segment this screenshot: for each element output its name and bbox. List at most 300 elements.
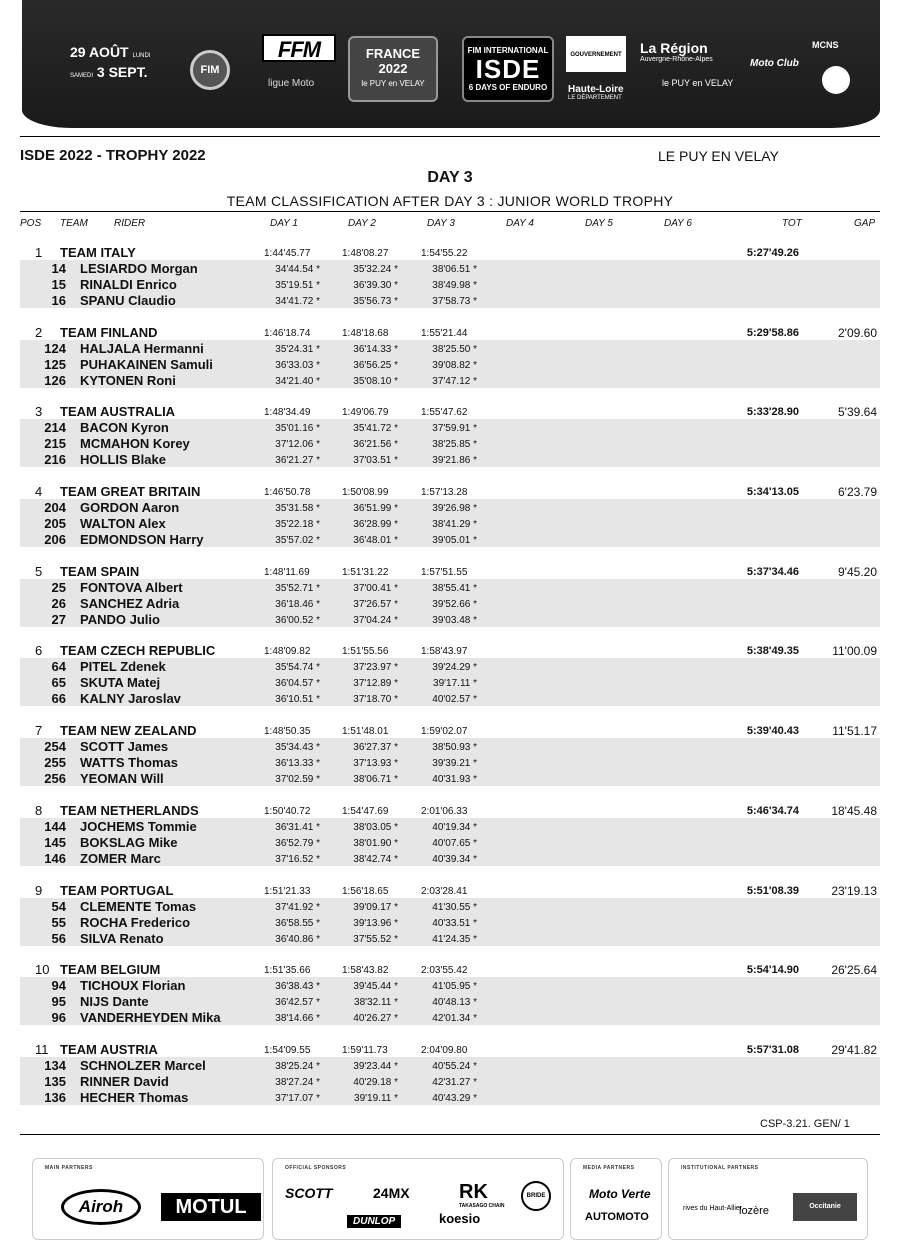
rider-day3-time: 38'49.98 * bbox=[432, 280, 477, 291]
rider-day1-time: 36'33.03 * bbox=[275, 359, 320, 371]
rider-number: 65 bbox=[51, 675, 66, 691]
team-day2-time: 1:51'55.56 bbox=[342, 646, 389, 658]
rider-row bbox=[20, 1073, 880, 1089]
rider-row bbox=[20, 914, 880, 930]
rider-day3-time: 39'24.29 * bbox=[432, 662, 477, 674]
rider-day1-time: 35'57.02 * bbox=[275, 535, 320, 547]
dunlop-logo: DUNLOP bbox=[347, 1215, 401, 1228]
region-name: La Région bbox=[640, 40, 708, 56]
rider-day3-time: 39'05.01 * bbox=[432, 535, 477, 547]
isde-top: FIM INTERNATIONAL bbox=[467, 46, 549, 55]
rider-row bbox=[20, 690, 880, 706]
team-block bbox=[20, 1041, 880, 1121]
rider-day2-time: 36'14.33 * bbox=[353, 343, 398, 355]
rider-row bbox=[20, 977, 880, 993]
team-gap: 26'25.64 bbox=[831, 963, 877, 978]
team-total-time: 5:39'40.43 bbox=[746, 725, 799, 738]
event-title: ISDE 2022 - TROPHY 2022 bbox=[20, 147, 206, 164]
rider-day1-time: 37'12.06 * bbox=[275, 439, 320, 451]
rider-name: KYTONEN Roni bbox=[80, 372, 176, 388]
rider-day2-time: 36'27.37 * bbox=[353, 742, 398, 754]
rider-day3-time: 39'03.48 * bbox=[432, 614, 477, 626]
rider-day2-time: 36'51.99 * bbox=[353, 503, 398, 515]
rider-number: 54 bbox=[51, 898, 66, 914]
team-day2-time: 1:48'18.68 bbox=[342, 327, 389, 339]
team-day2-time: 1:56'18.65 bbox=[342, 885, 389, 897]
haute-loire-sub: LE DÉPARTEMENT bbox=[568, 95, 622, 101]
team-day3-time: 2:03'55.42 bbox=[421, 965, 468, 977]
rider-day1-time: 35'54.74 * bbox=[275, 662, 320, 674]
rider-row bbox=[20, 850, 880, 866]
rider-row bbox=[20, 738, 880, 754]
gouvernement-logo: GOUVERNEMENT bbox=[566, 36, 626, 72]
rider-day1-time: 36'42.57 * bbox=[275, 997, 320, 1009]
rider-number: 14 bbox=[51, 261, 66, 276]
rider-row bbox=[20, 818, 880, 834]
rider-day2-time: 37'26.57 * bbox=[353, 598, 398, 610]
team-gap: 18'45.48 bbox=[831, 803, 877, 818]
team-day2-time: 1:49'06.79 bbox=[342, 407, 389, 419]
rider-name: MCMAHON Korey bbox=[80, 436, 190, 452]
document-code: CSP-3.21. GEN/ 1 bbox=[760, 1118, 850, 1130]
rider-day2-time: 36'56.25 * bbox=[353, 359, 398, 371]
rider-row bbox=[20, 499, 880, 515]
rider-day2-time: 37'00.41 * bbox=[353, 582, 398, 594]
institutional-partners-label: INSTITUTIONAL PARTNERS bbox=[681, 1165, 759, 1171]
rider-name: HECHER Thomas bbox=[80, 1089, 189, 1105]
rider-name: NIJS Dante bbox=[80, 994, 149, 1010]
rider-row bbox=[20, 419, 880, 435]
col-day3: DAY 3 bbox=[427, 218, 455, 229]
rider-row bbox=[20, 658, 880, 674]
team-block bbox=[20, 403, 880, 483]
isde-sub: 6 DAYS OF ENDURO bbox=[468, 83, 548, 92]
divider-bottom bbox=[20, 1134, 880, 1135]
team-name: TEAM SPAIN bbox=[60, 563, 140, 579]
isde-main: ISDE bbox=[475, 54, 541, 84]
rider-day3-time: 42'01.34 * bbox=[432, 1013, 477, 1025]
rider-number: 144 bbox=[44, 818, 66, 834]
divider-top bbox=[20, 136, 880, 137]
rider-row bbox=[20, 372, 880, 388]
team-gap: 5'39.64 bbox=[838, 405, 877, 420]
team-gap: 9'45.20 bbox=[838, 564, 877, 579]
team-day2-time: 1:51'31.22 bbox=[342, 566, 389, 578]
team-total-time: 5:46'34.74 bbox=[746, 804, 799, 817]
rider-number: 15 bbox=[51, 277, 66, 292]
rider-day3-time: 38'41.29 * bbox=[432, 519, 477, 531]
rider-name: CLEMENTE Tomas bbox=[80, 898, 197, 914]
rider-day3-time: 38'06.51 * bbox=[432, 264, 477, 275]
team-day1-time: 1:48'50.35 bbox=[264, 726, 311, 738]
rider-name: RINALDI Enrico bbox=[80, 277, 177, 292]
rider-day1-time: 37'41.92 * bbox=[275, 901, 320, 913]
rider-row bbox=[20, 930, 880, 946]
team-day2-time: 1:48'08.27 bbox=[342, 248, 389, 259]
institutional-partners-box bbox=[668, 1158, 868, 1240]
rider-day2-time: 39'45.44 * bbox=[353, 981, 398, 993]
main-partners-label: MAIN PARTNERS bbox=[45, 1165, 93, 1171]
rider-day3-time: 37'47.12 * bbox=[432, 375, 477, 387]
col-day1: DAY 1 bbox=[270, 218, 298, 229]
rk-sub-logo: TAKASAGO CHAIN bbox=[459, 1203, 505, 1209]
rider-name: SANCHEZ Adria bbox=[80, 595, 180, 611]
rider-day1-time: 34'44.54 * bbox=[275, 264, 320, 275]
team-name: TEAM ITALY bbox=[60, 245, 136, 260]
team-block bbox=[20, 722, 880, 802]
rider-day3-time: 38'25.85 * bbox=[432, 439, 477, 451]
team-day2-time: 1:59'11.73 bbox=[342, 1044, 388, 1056]
rider-day1-time: 34'21.40 * bbox=[275, 375, 320, 387]
rider-day2-time: 38'01.90 * bbox=[353, 837, 398, 849]
team-name: TEAM BELGIUM bbox=[60, 962, 161, 978]
team-gap: 11'00.09 bbox=[832, 644, 877, 659]
col-day6: DAY 6 bbox=[664, 218, 692, 229]
team-row bbox=[20, 961, 880, 977]
rider-name: SCHNOLZER Marcel bbox=[80, 1057, 206, 1073]
rider-day2-time: 38'32.11 * bbox=[354, 997, 398, 1009]
team-position: 3 bbox=[35, 404, 43, 420]
team-block bbox=[20, 882, 880, 962]
rider-day2-time: 35'56.73 * bbox=[353, 296, 398, 307]
rider-number: 134 bbox=[44, 1057, 66, 1073]
team-day1-time: 1:50'40.72 bbox=[264, 805, 311, 817]
team-position: 2 bbox=[35, 324, 43, 340]
venue: LE PUY EN VELAY bbox=[658, 148, 779, 164]
rider-number: 94 bbox=[51, 978, 66, 994]
team-block bbox=[20, 324, 880, 404]
team-gap: 29'41.82 bbox=[831, 1042, 877, 1057]
rider-day2-time: 40'29.18 * bbox=[353, 1076, 398, 1088]
rider-day2-time: 37'55.52 * bbox=[353, 933, 398, 945]
rider-number: 215 bbox=[44, 436, 66, 452]
classification-title: TEAM CLASSIFICATION AFTER DAY 3 : JUNIOR WORLD TROPHY bbox=[226, 193, 674, 209]
rider-name: TICHOUX Florian bbox=[80, 978, 186, 994]
region-logo bbox=[640, 40, 713, 63]
rider-row bbox=[20, 993, 880, 1009]
mcns-logo: MCNS bbox=[812, 40, 839, 50]
rider-day3-time: 39'17.11 * bbox=[433, 678, 477, 690]
team-total-time: 5:57'31.08 bbox=[746, 1043, 799, 1056]
rider-row bbox=[20, 451, 880, 467]
rider-row bbox=[20, 770, 880, 786]
rider-day2-time: 38'03.05 * bbox=[353, 821, 398, 833]
rider-day1-time: 36'58.55 * bbox=[275, 917, 320, 929]
rider-number: 146 bbox=[44, 850, 66, 866]
rider-day1-time: 38'14.66 * bbox=[275, 1013, 320, 1025]
team-name: TEAM NETHERLANDS bbox=[60, 802, 199, 818]
rider-number: 66 bbox=[51, 691, 66, 707]
rider-day2-time: 40'26.27 * bbox=[353, 1013, 398, 1025]
date-start: 29 AOÛT bbox=[70, 44, 129, 60]
team-day3-time: 2:03'28.41 bbox=[421, 885, 468, 897]
rider-number: 136 bbox=[44, 1089, 66, 1105]
rider-number: 64 bbox=[51, 659, 66, 675]
rider-number: 56 bbox=[51, 930, 66, 946]
rider-day3-time: 40'43.29 * bbox=[432, 1092, 477, 1104]
rider-name: BOKSLAG Mike bbox=[80, 834, 178, 850]
rider-day2-time: 37'12.89 * bbox=[353, 678, 398, 690]
col-day4: DAY 4 bbox=[506, 218, 534, 229]
rider-number: 145 bbox=[44, 834, 66, 850]
rider-day2-time: 35'08.10 * bbox=[353, 375, 398, 387]
france-line2: 2022 bbox=[378, 61, 408, 76]
rider-day3-time: 39'26.98 * bbox=[432, 503, 477, 515]
rider-number: 27 bbox=[51, 611, 66, 627]
rider-number: 255 bbox=[44, 755, 66, 771]
rider-day2-time: 36'21.56 * bbox=[353, 439, 398, 451]
rider-number: 124 bbox=[44, 340, 66, 356]
rider-row bbox=[20, 356, 880, 372]
moto-verte-logo: Moto Verte bbox=[589, 1187, 651, 1201]
team-row bbox=[20, 324, 880, 340]
rider-row bbox=[20, 260, 880, 276]
team-name: TEAM PORTUGAL bbox=[60, 882, 174, 898]
rider-name: HALJALA Hermanni bbox=[80, 340, 204, 356]
rider-name: PITEL Zdenek bbox=[80, 659, 166, 675]
team-day2-time: 1:51'48.01 bbox=[342, 726, 389, 738]
rider-day1-time: 35'01.16 * bbox=[275, 423, 320, 435]
rider-name: PANDO Julio bbox=[80, 611, 160, 627]
rider-day3-time: 41'30.55 * bbox=[432, 901, 477, 913]
rider-day3-time: 40'02.57 * bbox=[432, 694, 477, 706]
team-position: 11 bbox=[35, 1041, 49, 1057]
rider-day3-time: 39'52.66 * bbox=[432, 598, 477, 610]
rider-day1-time: 37'17.07 * bbox=[275, 1092, 320, 1104]
col-rider: RIDER bbox=[114, 218, 146, 229]
team-row bbox=[20, 1041, 880, 1057]
team-day2-time: 1:58'43.82 bbox=[342, 965, 389, 977]
date-end-day: SAMEDI bbox=[70, 73, 94, 79]
rider-row bbox=[20, 674, 880, 690]
lozere-logo: lozère bbox=[739, 1205, 769, 1217]
rider-day3-time: 37'59.91 * bbox=[432, 423, 477, 435]
rider-row bbox=[20, 595, 880, 611]
rider-number: 126 bbox=[44, 372, 66, 388]
team-day3-time: 1:54'55.22 bbox=[421, 248, 468, 259]
rider-day2-time: 37'04.24 * bbox=[353, 614, 398, 626]
rider-name: HOLLIS Blake bbox=[80, 452, 166, 468]
rider-name: FONTOVA Albert bbox=[80, 579, 183, 595]
rider-day1-time: 36'38.43 * bbox=[275, 981, 320, 993]
rider-name: GORDON Aaron bbox=[80, 500, 180, 516]
team-total-time: 5:51'08.39 bbox=[746, 884, 799, 897]
rider-day2-time: 36'28.99 * bbox=[353, 519, 398, 531]
team-row bbox=[20, 483, 880, 499]
official-sponsors-box bbox=[272, 1158, 564, 1240]
haute-loire-name: Haute-Loire bbox=[568, 84, 624, 95]
rider-day1-time: 35'22.18 * bbox=[275, 519, 320, 531]
rider-name: WATTS Thomas bbox=[80, 755, 178, 771]
bride-logo: BRIDE bbox=[521, 1181, 551, 1211]
rider-row bbox=[20, 611, 880, 627]
team-day1-time: 1:51'35.66 bbox=[264, 965, 311, 977]
rider-row bbox=[20, 754, 880, 770]
team-day3-time: 1:55'47.62 bbox=[421, 407, 468, 419]
team-total-time: 5:38'49.35 bbox=[746, 645, 799, 658]
rider-day1-time: 36'00.52 * bbox=[275, 614, 320, 626]
rider-day2-time: 39'19.11 * bbox=[354, 1092, 398, 1104]
rider-day1-time: 36'31.41 * bbox=[275, 821, 320, 833]
team-total-time: 5:33'28.90 bbox=[746, 406, 799, 419]
rider-day1-time: 36'52.79 * bbox=[275, 837, 320, 849]
rider-day2-time: 35'41.72 * bbox=[353, 423, 398, 435]
france-2022-logo bbox=[348, 36, 438, 102]
rider-day2-time: 36'39.30 * bbox=[353, 280, 398, 291]
team-day1-time: 1:54'09.55 bbox=[264, 1044, 311, 1056]
col-team: TEAM bbox=[60, 218, 88, 229]
header-banner bbox=[22, 0, 880, 128]
col-day2: DAY 2 bbox=[348, 218, 376, 229]
scott-logo: SCOTT bbox=[285, 1185, 333, 1201]
team-day3-time: 1:57'13.28 bbox=[421, 487, 468, 499]
occitanie-logo: Occitanie bbox=[793, 1193, 857, 1221]
rider-day3-time: 39'39.21 * bbox=[432, 758, 477, 770]
team-day3-time: 1:55'21.44 bbox=[421, 327, 468, 339]
main-partners-box bbox=[32, 1158, 264, 1240]
rider-name: PUHAKAINEN Samuli bbox=[80, 356, 213, 372]
rider-number: 254 bbox=[44, 739, 66, 755]
rider-day1-time: 37'02.59 * bbox=[275, 774, 320, 786]
france-sub: le PUY en VELAY bbox=[361, 79, 425, 88]
team-position: 4 bbox=[35, 484, 43, 500]
rider-day3-time: 39'08.82 * bbox=[432, 359, 477, 371]
rider-row bbox=[20, 340, 880, 356]
rider-name: EDMONDSON Harry bbox=[80, 532, 204, 548]
col-gap: GAP bbox=[854, 218, 876, 229]
col-day5: DAY 5 bbox=[585, 218, 613, 229]
team-gap: 2'09.60 bbox=[838, 325, 877, 340]
rider-day3-time: 42'31.27 * bbox=[432, 1076, 477, 1088]
rider-day3-time: 38'25.50 * bbox=[432, 343, 477, 355]
team-name: TEAM GREAT BRITAIN bbox=[60, 484, 201, 500]
rider-day3-time: 40'19.34 * bbox=[432, 821, 477, 833]
team-row bbox=[20, 244, 880, 260]
rider-day3-time: 40'07.65 * bbox=[432, 837, 477, 849]
rider-day2-time: 38'06.71 * bbox=[353, 774, 398, 786]
rider-day2-time: 36'48.01 * bbox=[353, 535, 398, 547]
official-sponsors-label: OFFICIAL SPONSORS bbox=[285, 1165, 347, 1171]
motoclub-logo: Moto Club bbox=[750, 58, 799, 69]
team-day3-time: 1:58'43.97 bbox=[421, 646, 468, 658]
rider-day1-time: 37'16.52 * bbox=[275, 853, 320, 865]
rider-row bbox=[20, 292, 880, 308]
rider-day2-time: 39'09.17 * bbox=[353, 901, 398, 913]
region-sub: Auvergne-Rhône-Alpes bbox=[640, 56, 713, 63]
rider-name: JOCHEMS Tommie bbox=[80, 818, 197, 834]
rider-day2-time: 37'13.93 * bbox=[353, 758, 398, 770]
rider-day1-time: 34'41.72 * bbox=[275, 296, 320, 307]
date-start-day: LUNDI bbox=[132, 53, 151, 59]
rider-day1-time: 36'21.27 * bbox=[275, 455, 320, 467]
team-row bbox=[20, 722, 880, 738]
rider-day2-time: 37'03.51 * bbox=[353, 455, 398, 467]
date-end: 3 SEPT. bbox=[96, 64, 148, 80]
team-day1-time: 1:48'09.82 bbox=[264, 646, 311, 658]
team-position: 7 bbox=[35, 723, 43, 739]
rider-name: SILVA Renato bbox=[80, 930, 164, 946]
rider-row bbox=[20, 834, 880, 850]
team-block bbox=[20, 642, 880, 722]
team-day2-time: 1:54'47.69 bbox=[342, 805, 389, 817]
team-name: TEAM FINLAND bbox=[60, 324, 158, 340]
team-day1-time: 1:51'21.33 bbox=[264, 885, 311, 897]
team-row bbox=[20, 642, 880, 658]
team-position: 5 bbox=[35, 563, 43, 579]
rider-day3-time: 38'50.93 * bbox=[432, 742, 477, 754]
team-position: 1 bbox=[35, 245, 43, 260]
rider-name: VANDERHEYDEN Mika bbox=[80, 1010, 221, 1026]
team-day2-time: 1:50'08.99 bbox=[342, 487, 389, 499]
rider-day2-time: 37'18.70 * bbox=[353, 694, 398, 706]
rider-number: 256 bbox=[44, 771, 66, 787]
rider-row bbox=[20, 1009, 880, 1025]
rider-day3-time: 41'05.95 * bbox=[432, 981, 477, 993]
team-position: 9 bbox=[35, 882, 43, 898]
team-name: TEAM CZECH REPUBLIC bbox=[60, 643, 216, 659]
rider-name: SCOTT James bbox=[80, 739, 169, 755]
rider-name: SKUTA Matej bbox=[80, 675, 161, 691]
rider-number: 125 bbox=[44, 356, 66, 372]
24mx-logo: 24MX bbox=[373, 1185, 410, 1201]
rider-number: 216 bbox=[44, 452, 66, 468]
rider-number: 26 bbox=[51, 595, 66, 611]
team-total-time: 5:29'58.86 bbox=[746, 326, 799, 339]
rider-row bbox=[20, 1057, 880, 1073]
rider-day1-time: 35'52.71 * bbox=[275, 582, 320, 594]
rider-number: 96 bbox=[51, 1010, 66, 1026]
team-day1-time: 1:44'45.77 bbox=[264, 248, 311, 259]
rider-number: 16 bbox=[51, 293, 66, 308]
team-gap: 6'23.79 bbox=[838, 485, 877, 500]
rider-day2-time: 35'32.24 * bbox=[353, 264, 398, 275]
rider-number: 205 bbox=[44, 516, 66, 532]
rider-row bbox=[20, 276, 880, 292]
rider-day2-time: 37'23.97 * bbox=[353, 662, 398, 674]
team-day3-time: 2:04'09.80 bbox=[421, 1044, 468, 1056]
rk-logo: RK bbox=[459, 1181, 488, 1203]
rider-day1-time: 35'24.31 * bbox=[275, 343, 320, 355]
haute-loire-logo bbox=[568, 84, 624, 101]
team-day3-time: 1:59'02.07 bbox=[421, 726, 468, 738]
team-name: TEAM NEW ZEALAND bbox=[60, 723, 197, 739]
team-block bbox=[20, 802, 880, 882]
rider-day1-time: 38'25.24 * bbox=[275, 1060, 320, 1072]
rider-day1-time: 35'19.51 * bbox=[275, 280, 320, 291]
rider-number: 25 bbox=[51, 579, 66, 595]
media-partners-box bbox=[570, 1158, 662, 1240]
team-day1-time: 1:48'11.69 bbox=[264, 566, 310, 578]
rider-day1-time: 35'34.43 * bbox=[275, 742, 320, 754]
rider-name: BACON Kyron bbox=[80, 420, 169, 436]
rider-row bbox=[20, 531, 880, 547]
col-tot: TOT bbox=[782, 218, 802, 229]
rider-day3-time: 40'33.51 * bbox=[432, 917, 477, 929]
team-gap: 11'51.17 bbox=[832, 724, 877, 739]
team-position: 10 bbox=[35, 962, 50, 978]
rider-day3-time: 40'55.24 * bbox=[432, 1060, 477, 1072]
day-title: DAY 3 bbox=[427, 169, 473, 186]
rider-number: 135 bbox=[44, 1073, 66, 1089]
rider-day3-time: 37'58.73 * bbox=[432, 296, 477, 307]
rider-number: 206 bbox=[44, 532, 66, 548]
team-row bbox=[20, 563, 880, 579]
rider-name: KALNY Jaroslav bbox=[80, 691, 181, 707]
rider-day3-time: 40'39.34 * bbox=[432, 853, 477, 865]
rider-row bbox=[20, 1089, 880, 1105]
automoto-logo: AUTOMOTO bbox=[585, 1211, 649, 1223]
rider-day1-time: 35'31.58 * bbox=[275, 503, 320, 515]
